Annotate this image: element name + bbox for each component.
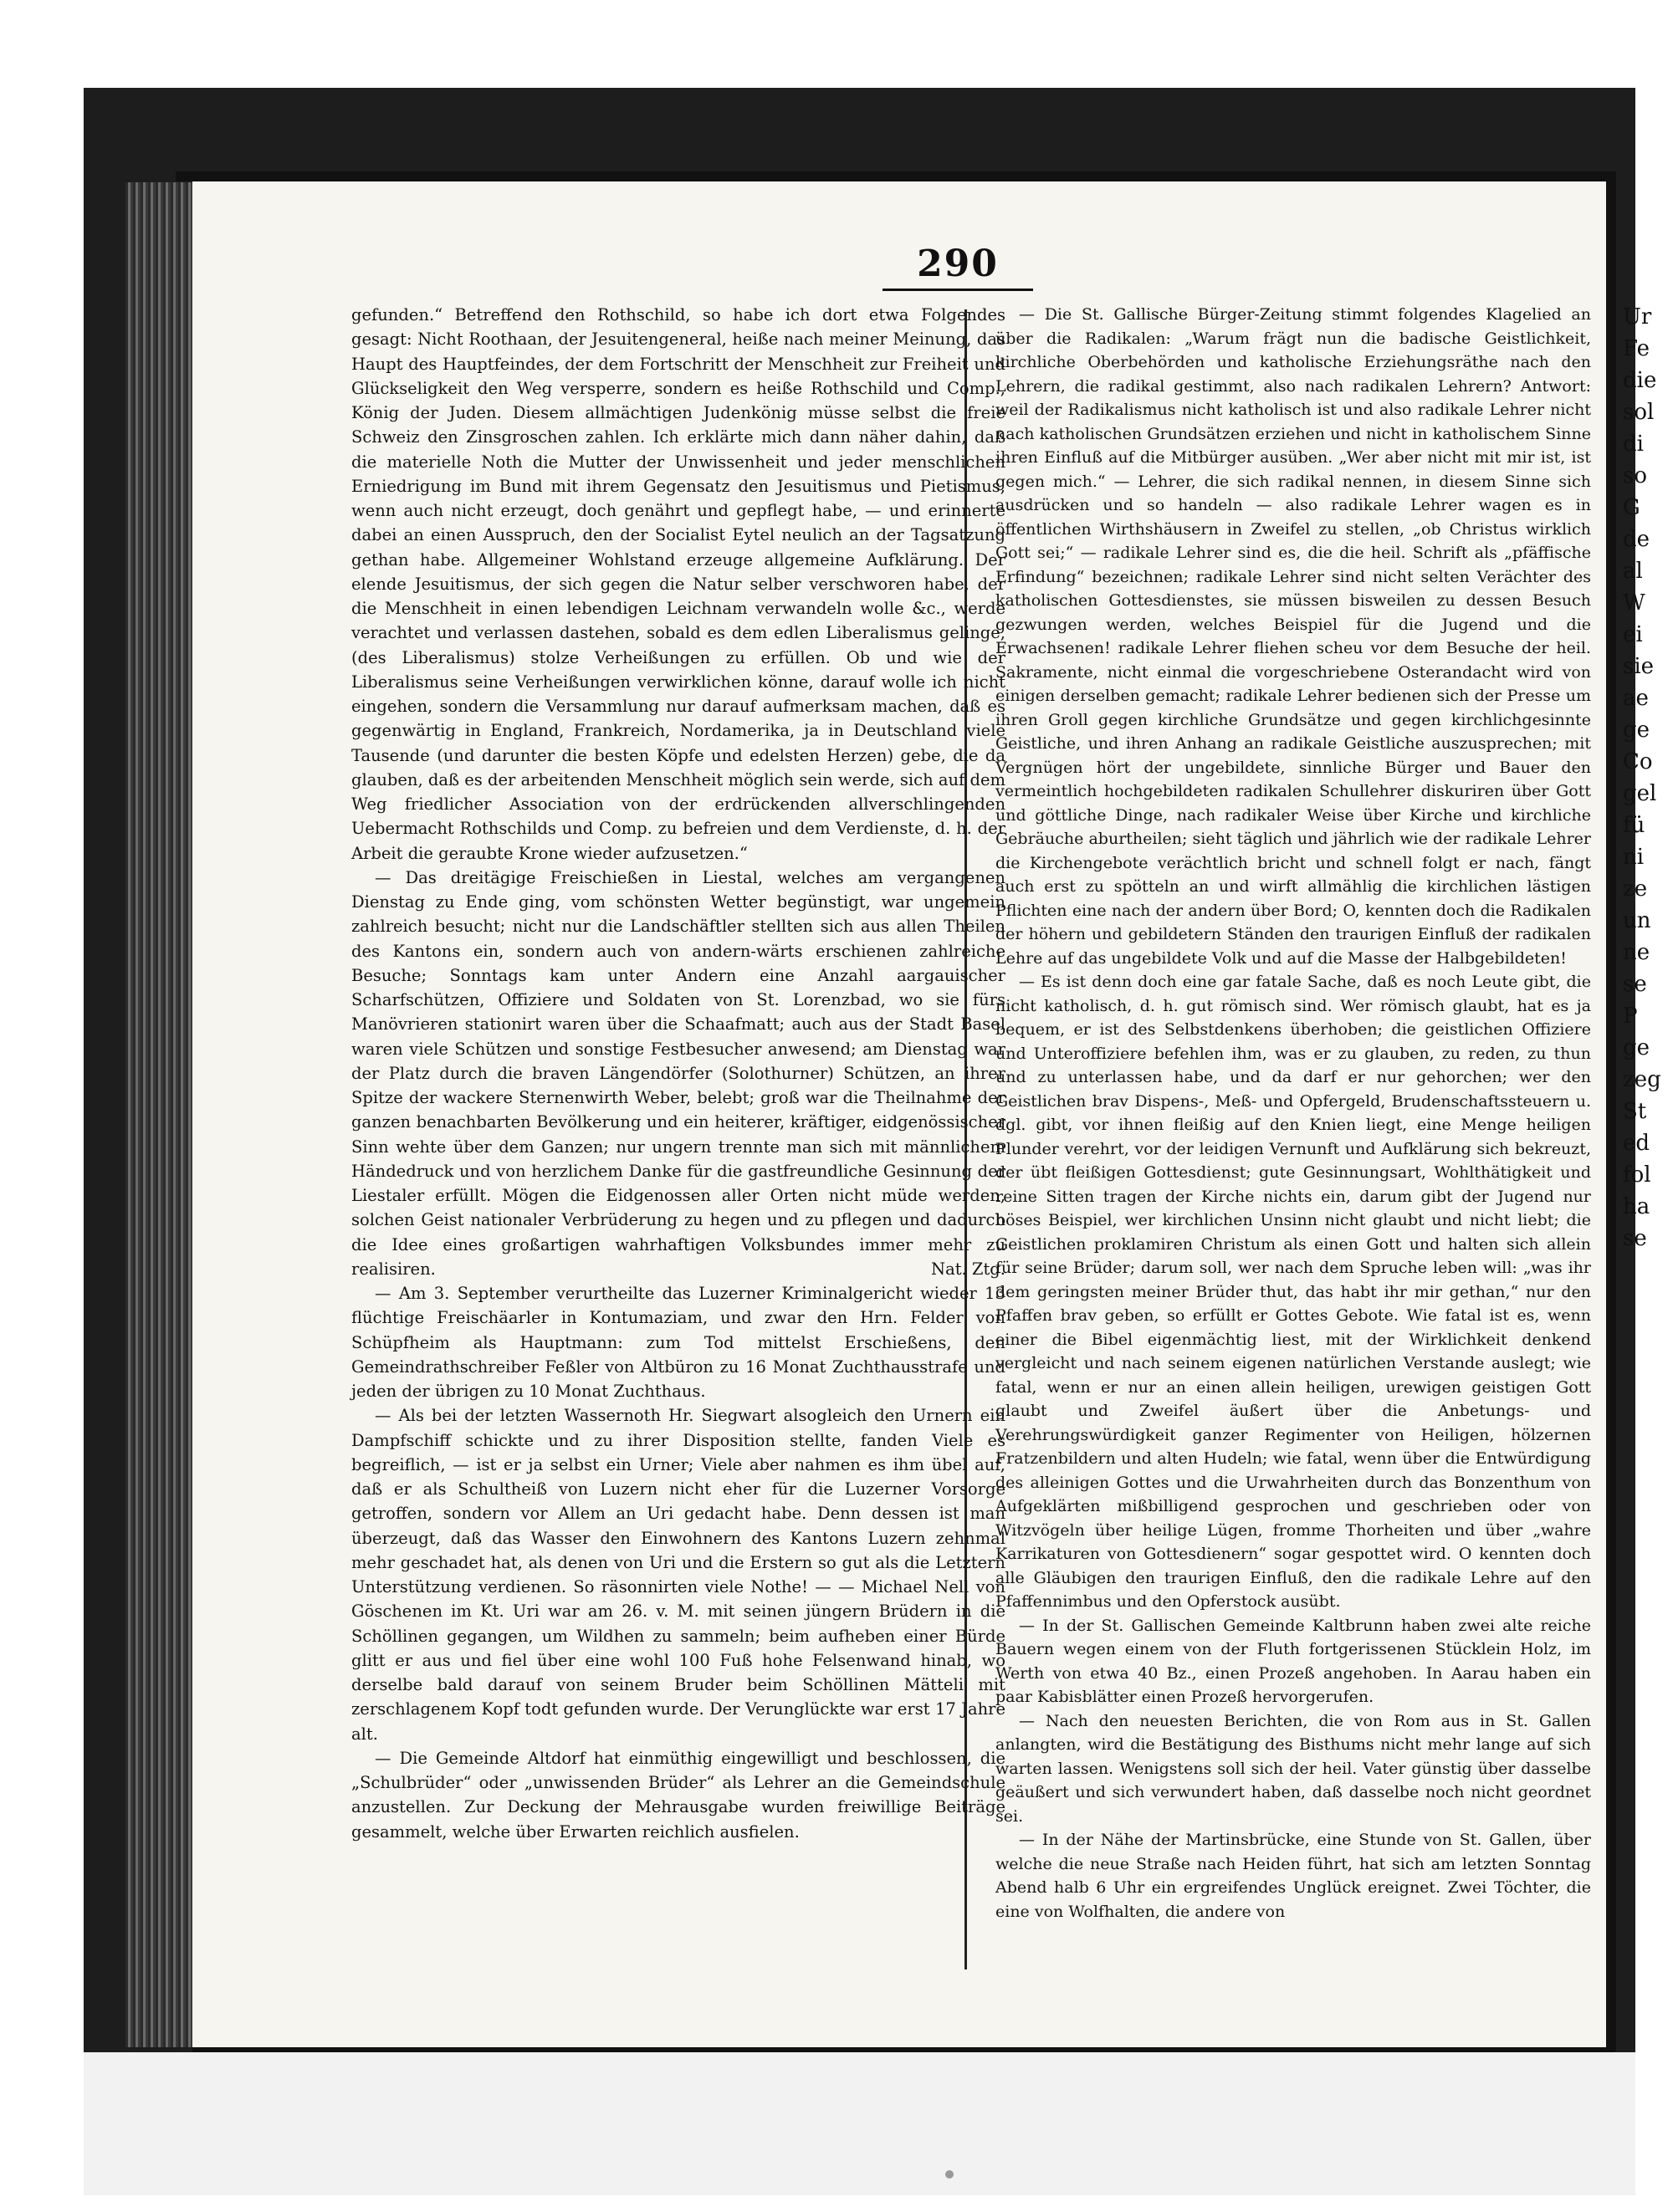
top-border-rule bbox=[176, 171, 1614, 181]
scan-margin-bottom bbox=[84, 2052, 1635, 2195]
fragment-text: ha bbox=[1623, 1194, 1650, 1219]
fragment-text: se bbox=[1623, 972, 1647, 997]
fragment-text: ge bbox=[1623, 718, 1650, 743]
fragment-text: di bbox=[1623, 432, 1644, 457]
fragment-text: de bbox=[1623, 527, 1650, 552]
fragment-text: zeg bbox=[1623, 1067, 1661, 1092]
article-paragraph: — Nach den neuesten Berichten, die von Rom aus in St. Gallen anlangten, wird die Bestätigung des Bisthums nicht mehr lange auf sich warten lassen. Wenigstens soll sich der heil. Vater günstig über dasselbe geäußert und sich verwundert haben, daß dasselbe noch nicht geordnet sei. bbox=[995, 1711, 1591, 1826]
page-number: 290 bbox=[917, 243, 999, 285]
fragment-text: P bbox=[1623, 1004, 1638, 1029]
article-text: — Das dreitägige Freischießen in Liestal, welches am vergangenen Dienstag zu Ende ging, vom schönsten Wetter begünstigt, war ungemein zahlreich besucht; nicht nur die Landschäftler stellten sich aus allen Theilen des Kantons ein, sondern auch von andern-wärts erschienen zahlreiche Besuche; Sonntags kam unter Andern eine Anzahl aargauischer Scharfschützen, Offiziere und Soldaten von St. Lorenzbad, wo sie fürs Manövrieren stationirt waren über die Schaafmatt; auch aus der Stadt Basel waren viele Schützen und sonstige Festbesucher anwesend; am Dienstag war der Platz durch die braven Längendörfer (Solothurner) Schützen, an ihrer Spitze der wackere Sternenwirth Weber, belebt; groß war die Theilnahme der ganzen benachbarten Bevölkerung und ein heiterer, kräftiger, eidgenössischer Sinn wehte über dem Ganzen; nur ungern trennte man sich mit männlichem Händedruck und von herzlichem Danke für die gastfreundliche Gesinnung der Liestaler erfüllt. Mögen die Eidgenossen aller Orten nicht müde werden, solchen Geist nationaler Verbrüderung zu hegen und zu pflegen und dadurch die Idee eines großartigen wahrhaftigen Volksbundes immer mehr zu realisiren. bbox=[351, 867, 1005, 1279]
fragment-text: G bbox=[1623, 495, 1640, 520]
fragment-text: gel bbox=[1623, 781, 1657, 806]
fragment-text: so bbox=[1623, 463, 1647, 488]
article-paragraph: — Als bei der letzten Wassernoth Hr. Siegwart alsogleich den Urnern ein Dampfschiff schickte und zu ihrer Disposition stellte, fanden Viele es begreiflich, — ist er ja selbst ein Urner; Viele aber nahmen es ihm übel auf, daß er als Schultheiß von Luzern nicht eher für die Luzerner Vorsorge getroffen, sondern vor Allem an Uri gedacht habe. Denn dessen ist man überzeugt, daß das Wasser den Einwohnern des Kantons Luzern zehnmal mehr geschadet hat, als denen von Uri und die Erstern so gut als die Letztern Unterstützung verdienen. So räsonnirten viele Nothe! — — Michael Nell von Göschenen im Kt. Uri war am 26. v. M. mit seinen jüngern Brüdern in die Schöllinen gegangen, um Wildhen zu sammeln; beim aufheben einer Bürde glitt er aus und fiel über eine wohl 100 Fuß hohe Felsenwand hinab, wo derselbe bald darauf von seinem Bruder beim Schöllinen Mätteli mit zerschlagenem Kopf todt gefunden wurde. Der Verunglückte war erst 17 Jahre alt. bbox=[351, 1406, 1005, 1744]
article-paragraph: — Die Gemeinde Altdorf hat einmüthig eingewilligt und beschlossen, die „Schulbrüder“ oder „unwissenden Brüder“ als Lehrer an die Gemeindschule anzustellen. Zur Deckung der Mehrausgabe wurden freiwillige Beiträge gesammelt, welche über Erwarten reichlich ausfielen. bbox=[351, 1748, 1005, 1842]
fragment-text: al bbox=[1623, 559, 1643, 584]
fragment-text: ze bbox=[1623, 876, 1648, 902]
article-paragraph: — Die St. Gallische Bürger-Zeitung stimmt folgendes Klagelied an über die Radikalen: „Warum frägt nun die badische Geistlichkeit, kirchliche Oberbehörden und katholische Erziehungsräthe nach den Lehrern, die radikal gestimmt, also nach radikalen Lehrern? Antwort: weil der Radikalismus nicht katholisch ist und also radikale Lehrer nicht nach katholischen Grundsätzen erziehen und nicht in katholischem Sinne ihren Einfluß auf die Mitbürger ausüben. „Wer aber nicht mit mir ist, ist gegen mich.“ — Lehrer, die sich radikal nennen, in diesem Sinne sich ausdrücken und so handeln — also radikale Lehrer wagen es in öffentlichen Wirthshäusern in Zweifel zu stellen, „ob Christus wirklich Gott sei;“ — radikale Lehrer sind es, die die heil. Schrift als „pfäffische Erfindung“ bezeichnen; radikale Lehrer sind nicht selten Verächter des katholischen Gottesdienstes, sie müssen bisweilen zu dessen Besuch gezwungen werden, welches Beispiel für die Jugend und die Erwachsenen! radikale Lehrer fliehen scheu vor dem Besuche der heil. Sakramente, nicht einmal die vorgeschriebene Osterandacht wird von einigen derselben gemacht; radikale Lehrer bedienen sich der Presse um ihren Groll gegen kirchliche Grundsätze und gegen kirchlichgesinnte Geistliche, und ihren Anhang an radikale Geistliche auszusprechen; mit Vergnügen hört der ungebildete, sinnliche Bürger und Bauer den vermeintlich hochgebildeten radikalen Schullehrer diskuriren über Gott und göttliche Dinge, nach radikaler Weise über Kirche und kirchliche Gebräuche aburtheilen; sieht täglich und jährlich wie der radikale Lehrer die Kirchengebote verächtlich bricht und schnell folgt er nach, fängt auch erst zu spötteln an und wirft allmählig die kirchlichen lästigen Pflichten eine nach der andern über Bord; O, kennten doch die Radikalen der höhern und gebildetern Ständen den traurigen Einfluß der radikalen Lehre auf das ungebildete Volk und auf die Masse der Halbgebildeten! bbox=[995, 305, 1591, 968]
fragment-text: St bbox=[1623, 1099, 1647, 1124]
fragment-text: fol bbox=[1623, 1162, 1651, 1188]
fragment-text: ed bbox=[1623, 1131, 1650, 1156]
article-paragraph bbox=[351, 866, 1005, 1281]
fragment-text: Ur bbox=[1623, 304, 1652, 330]
source-credit: Nat. Ztg. bbox=[931, 1259, 1005, 1279]
adjacent-page-fragment bbox=[1623, 301, 1673, 1940]
fragment-text: ni bbox=[1623, 845, 1645, 870]
fragment-text: ne bbox=[1623, 940, 1650, 965]
scan-speck bbox=[945, 2170, 954, 2179]
fragment-text: sol bbox=[1623, 400, 1655, 425]
page-number-rule bbox=[883, 289, 1033, 291]
fragment-text: fü bbox=[1623, 813, 1645, 838]
article-paragraph: — Es ist denn doch eine gar fatale Sache, daß es noch Leute gibt, die nicht katholisch, d. h. gut römisch sind. Wer römisch glaubt, hat es ja bequem, er ist des Selbstdenkens überhoben; die geistlichen Offiziere und Unteroffiziere befehlen ihm, was er zu glauben, zu reden, zu thun und zu unterlassen habe, und da darf er nur gehorchen; wer den Geistlichen brav Dispens-, Meß- und Opfergeld, Brudenschaftssteuern u. dgl. gibt, vor ihnen fleißig auf den Knien liegt, eine Menge heiligen Plunder verehrt, vor der leidigen Vernunft und Aufklärung sich bekreuzt, der übt fleißigen Gottesdienst; gute Gesinnungsart, Wohlthätigkeit und reine Sitten tragen der Kirche nichts ein, darum gibt der Jugend nur böses Beispiel, wer kirchlichen Unsinn nicht glaubt und nicht liebt; die Geistlichen proklamiren Christum als einen Gott und halten sich allein für seine Brüder; darum soll, wer nach dem Spruche leben will: „was ihr dem geringsten meiner Brüder thut, das habt ihr mir gethan,“ nur den Pfaffen brav geben, so erfüllt er Gottes Gebote. Wie fatal ist es, wenn einer die Bibel eigenmächtig liest, mit der Wirklichkeit denkend vergleicht und nach seinem eigenen natürlichen Verstande auslegt; wie fatal, wenn er nur an einen allein heiligen, urewigen geistigen Gott glaubt und Zweifel äußert über die Anbetungs- und Verehrungswürdigkeit ganzer Regimenter von Heiligen, hölzernen Fratzenbildern und alten Hudeln; wie fatal, wenn über die Entwürdigung des alleinigen Gottes und die Urwahrheiten durch das Bonzenthum von Aufgeklärten mißbilligend gesprochen und geschrieben oder von Witzvögeln über heilige Lügen, fromme Thorheiten und über „wahre Karrikaturen von Gottesdienern“ sogar gespottet wird. O kennten doch alle Gläubigen den traurigen Einfluß, den die radikale Lehre auf den Pfaffennimbus und den Opferstock ausübt. bbox=[995, 973, 1591, 1611]
left-column bbox=[351, 303, 1005, 1844]
fragment-text: die bbox=[1623, 368, 1657, 393]
fragment-text: ge bbox=[1623, 1035, 1650, 1060]
fragment-text: sie bbox=[1623, 654, 1655, 679]
article-paragraph: — In der Nähe der Martinsbrücke, eine Stunde von St. Gallen, über welche die neue Straße nach Heiden führt, hat sich am letzten Sonntag Abend halb 6 Uhr ein ergreifendes Unglück ereignet. Zwei Töchter, die eine von Wolfhalten, die andere von bbox=[995, 1831, 1591, 1921]
fragment-text: Co bbox=[1623, 749, 1653, 774]
fragment-text: ae bbox=[1623, 686, 1649, 711]
fragment-text: ei bbox=[1623, 622, 1643, 647]
fragment-text: Fe bbox=[1623, 336, 1650, 361]
book-page-edges bbox=[125, 182, 192, 2047]
fragment-text: W bbox=[1623, 590, 1645, 616]
article-paragraph: — In der St. Gallischen Gemeinde Kaltbrunn haben zwei alte reiche Bauern wegen einem von der Fluth fortgerissenen Stücklein Holz, im Werth von etwa 40 Bz., einen Prozeß angehoben. In Aarau haben ein paar Kabisblätter einen Prozeß hervorgerufen. bbox=[995, 1616, 1591, 1706]
right-column bbox=[995, 303, 1591, 1923]
fragment-text: un bbox=[1623, 908, 1651, 933]
right-border-bar bbox=[1606, 171, 1616, 2051]
article-paragraph: gefunden.“ Betreffend den Rothschild, so habe ich dort etwa Folgendes gesagt: Nicht Roothaan, der Jesuitengeneral, heiße nach meiner Meinung, das Haupt des Hauptfeindes, der dem Fortschritt der Menschheit zur Freiheit und Glückseligkeit den Weg versperre, sondern es heiße Rothschild und Comp., König der Juden. Diesem allmächtigen Judenkönig müsse selbst die freie Schweiz den Zinsgroschen zahlen. Ich erklärte mich dann näher dahin, daß die materielle Noth die Mutter der Unwissenheit und jeder menschlichen Erniedrigung im Bund mit ihrem Gegensatz den Jesuitismus und Pietismus, wenn auch nicht erzeugt, doch genährt und gepflegt habe, — und erinnerte dabei an einen Ausspruch, den der Socialist Eytel neulich an der Tagsatzung gethan habe. Allgemeiner Wohlstand erzeuge allgemeine Aufklärung. Der elende Jesuitismus, der sich gegen die Natur selber verschworen habe, der die Menschheit in einen lebendigen Leichnam verwandeln wolle &c., werde verachtet und verlassen dastehen, sobald es dem edlen Liberalismus gelinge, (des Liberalismus) stolze Verheißungen zu erfüllen. Ob und wie der Liberalismus seine Verheißungen verwirklichen könne, darauf wolle ich nicht eingehen, sondern die Versammlung nur darauf aufmerksam machen, daß es gegenwärtig in England, Frankreich, Nordamerika, ja in Deutschland viele Tausende (und darunter die besten Köpfe und edelsten Herzen) gebe, die da glauben, daß es der arbeitenden Menschheit möglich sein werde, sich auf dem Weg friedlicher Association von der erdrückenden allverschlingenden Uebermacht Rothschilds und Comp. zu befreien und dem Verdienste, d. h. der Arbeit die geraubte Krone wieder aufzusetzen.“ bbox=[351, 305, 1005, 863]
fragment-text: se bbox=[1623, 1226, 1647, 1251]
article-paragraph: — Am 3. September verurtheilte das Luzerner Kriminalgericht wieder 13 flüchtige Freischäarler in Kontumaziam, und zwar den Hrn. Felder von Schüpfheim als Hauptmann: zum Tod mittelst Erschießens, den Gemeindrathschreiber Feßler von Altbüron zu 16 Monat Zuchthausstrafe und jeden der übrigen zu 10 Monat Zuchthaus. bbox=[351, 1284, 1005, 1401]
